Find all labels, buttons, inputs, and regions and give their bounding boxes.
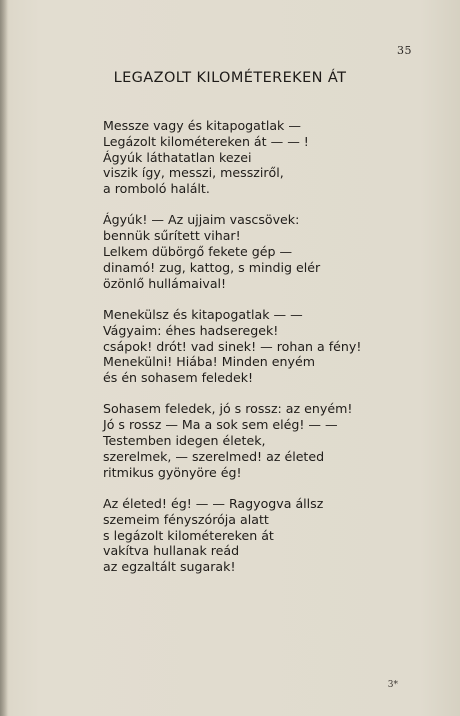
- poem-line: Jó s rossz — Ma a sok sem elég! — —: [103, 417, 338, 433]
- poem-line: dinamó! zug, kattog, s mindig elér: [103, 259, 321, 275]
- poem-line: Messze vagy és kitapogatlak —: [103, 118, 301, 133]
- poem-title: LEGAZOLT KILOMÉTEREKEN ÁT: [113, 70, 347, 86]
- poem-body: [103, 118, 403, 590]
- poem-line: Ágyúk láthatatlan kezei: [103, 149, 252, 165]
- poem-line: s legázolt kilométereken át: [103, 527, 274, 543]
- poem-line: Menekülsz és kitapogatlak — —: [103, 306, 303, 322]
- poem-line: szemeim fényszórója alatt: [103, 511, 269, 527]
- binding-shadow: [0, 0, 8, 716]
- stanza-5: [103, 496, 403, 575]
- poem-line: Sohasem feledek, jó s rossz: az enyém!: [103, 401, 353, 417]
- stanza-1: [103, 118, 403, 197]
- poem-line: csápok! drót! vad sinek! — rohan a fény!: [103, 338, 362, 354]
- poem-line: Menekülni! Hiába! Minden enyém: [103, 354, 315, 370]
- stanza-4: [103, 401, 403, 480]
- poem-line: a romboló halált.: [103, 181, 210, 197]
- poem-line: Legázolt kilométereken át — — !: [103, 133, 309, 149]
- page-number: 35: [397, 44, 412, 57]
- poem-line: bennük sűrített vihar!: [103, 228, 241, 244]
- poem-line: szerelmek, — szerelmed! az életed: [103, 448, 325, 464]
- poem-line: az egzaltált sugarak!: [103, 559, 236, 575]
- poem-line: Lelkem dübörgő fekete gép —: [103, 244, 293, 260]
- signature-mark: 3*: [387, 680, 398, 690]
- poem-line: Az életed! ég! — — Ragyogva állsz: [103, 495, 324, 511]
- poem-line: és én sohasem feledek!: [103, 370, 254, 386]
- stanza-2: [103, 212, 403, 291]
- poem-line: Ágyúk! — Az ujjaim vascsövek:: [103, 212, 300, 228]
- stanza-3: [103, 307, 403, 386]
- poem-line: Testemben idegen életek,: [103, 433, 266, 449]
- poem-line: ritmikus gyönyöre ég!: [103, 464, 242, 480]
- poem-line: Vágyaim: éhes hadseregek!: [103, 322, 279, 338]
- poem-line: özönlő hullámaival!: [103, 275, 227, 291]
- poem-line: viszik így, messzi, messziről,: [103, 165, 284, 181]
- poem-line: vakítva hullanak reád: [103, 543, 240, 559]
